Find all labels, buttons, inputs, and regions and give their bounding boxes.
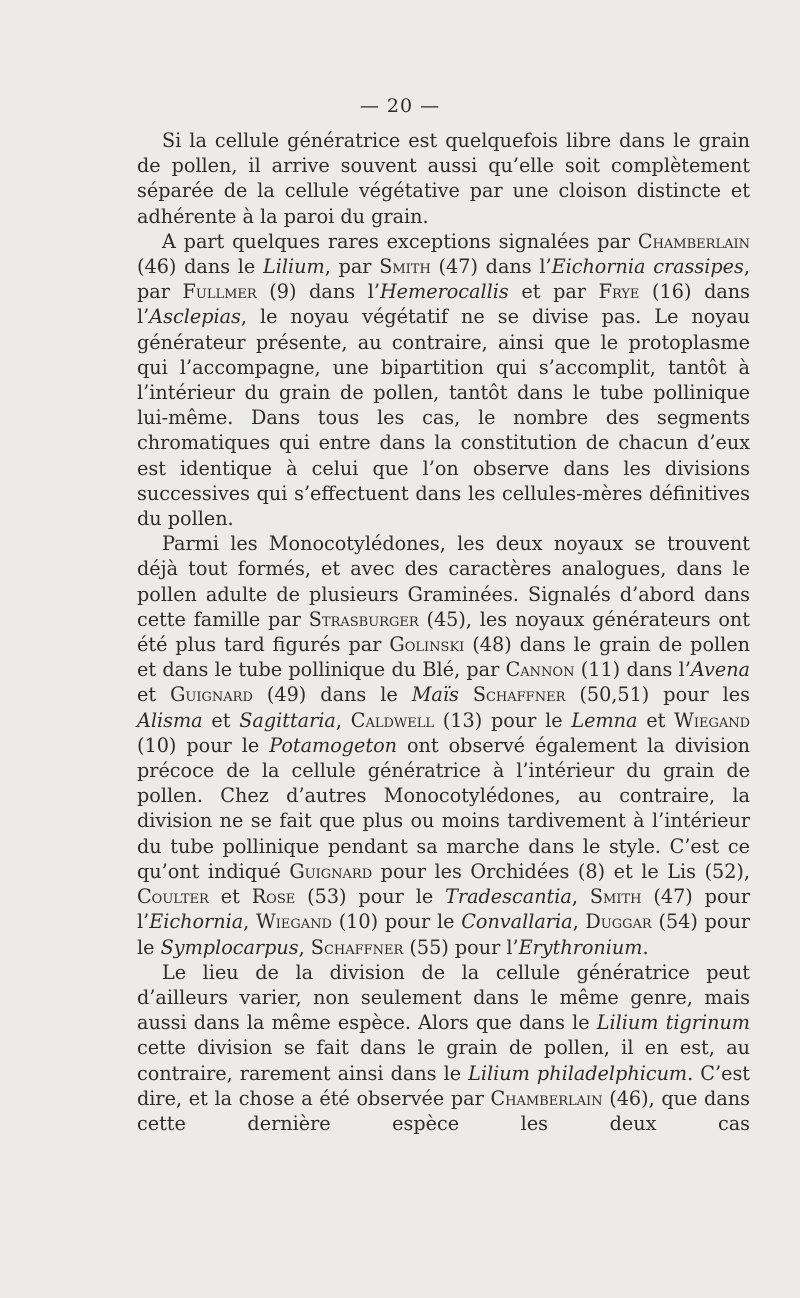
author-name: Cannon bbox=[505, 658, 575, 682]
text-run: (13) pour le bbox=[434, 708, 572, 732]
text-run: et bbox=[637, 708, 675, 732]
paragraph-p1 bbox=[137, 128, 750, 229]
taxon-name: Maïs bbox=[411, 683, 459, 707]
author-name: Chamberlain bbox=[637, 229, 750, 253]
text-run: Parmi les Monocotylédones, les deux noyaux se trouvent déjà tout formés, et avec des caractères analogues, dans le pollen adulte de plusieurs Graminées. Signalés d’abord dans cette famille par bbox=[137, 532, 750, 631]
taxon-name: Eichornia crassipes bbox=[551, 255, 744, 279]
text-run: Si la cellule génératrice est quelquefois libre dans le grain de pollen, il arrive souvent aussi qu’elle soit complètement séparée de la cellule végétative par une cloison distincte et adhérente à la paroi du grain. bbox=[137, 129, 750, 228]
author-name: Schaffner bbox=[472, 683, 566, 707]
author-name: Coulter bbox=[137, 885, 209, 909]
text-run: cette division se fait dans le grain de pollen, il en est, au contraire, rarement ainsi dans le bbox=[137, 1036, 750, 1085]
text-run: et bbox=[208, 885, 252, 909]
author-name: Wiegand bbox=[256, 910, 332, 934]
author-name: Chamberlain bbox=[490, 1086, 603, 1110]
text-run: (9) dans l’ bbox=[256, 280, 380, 304]
text-run: (46) dans le bbox=[137, 255, 264, 279]
author-name: Rose bbox=[251, 885, 296, 909]
taxon-name: Hemerocallis bbox=[379, 280, 509, 304]
text-run: (50,51) pour les bbox=[565, 683, 751, 707]
text-run: et bbox=[202, 708, 240, 732]
text-run: (55) pour l’ bbox=[403, 935, 519, 959]
text-run: Le lieu de la division de la cellule génératrice peut d’ailleurs varier, non seulement dans le même genre, mais aussi dans la même espèce. Alors que dans le bbox=[137, 960, 750, 1035]
text-run: (10) pour le bbox=[331, 910, 462, 934]
text-run: , bbox=[335, 708, 351, 732]
text-run: (11) dans l’ bbox=[574, 658, 691, 682]
text-run: , bbox=[243, 910, 257, 934]
author-name: Smith bbox=[589, 885, 642, 909]
text-run: . C’est dire, et la chose a été observée par bbox=[137, 1061, 750, 1110]
taxon-name: Erythronium bbox=[518, 935, 643, 959]
taxon-name: Potamogeton bbox=[269, 733, 398, 757]
paragraph-p2 bbox=[137, 229, 750, 531]
author-name: Caldwell bbox=[350, 708, 435, 732]
text-run: . bbox=[642, 935, 649, 959]
text-run: pour les Orchidées (8) et le Lis (52), bbox=[372, 859, 751, 883]
text-run: (47) dans l’ bbox=[430, 255, 552, 279]
text-run: , par bbox=[137, 255, 750, 304]
taxon-name: Alisma bbox=[137, 708, 203, 732]
author-name: Smith bbox=[379, 255, 431, 279]
taxon-name: Sagittaria bbox=[239, 708, 336, 732]
author-name: Guignard bbox=[170, 683, 253, 707]
text-run: (54) pour le bbox=[137, 910, 750, 959]
text-run: (10) pour le bbox=[137, 733, 270, 757]
author-name: Guignard bbox=[289, 859, 373, 883]
taxon-name: Lemna bbox=[571, 708, 638, 732]
text-run: (48) dans le grain de pollen et dans le tube pollinique du Blé, par bbox=[137, 633, 750, 682]
taxon-name: Symplocarpus bbox=[160, 935, 299, 959]
author-name: Strasburger bbox=[308, 607, 419, 631]
text-run: A part quelques rares exceptions signalées par bbox=[162, 229, 638, 253]
text-run: et bbox=[137, 683, 171, 707]
page-number-header: — 20 — bbox=[359, 95, 441, 117]
author-name: Duggar bbox=[585, 910, 652, 934]
text-run: , bbox=[298, 935, 311, 959]
text-run: (45), les noyaux générateurs ont été plus tard figurés par bbox=[137, 607, 750, 657]
author-name: Fullmer bbox=[182, 280, 257, 304]
text-run: , le noyau végétatif ne se divise pas. Le noyau générateur présente, au contraire, ainsi que le protoplasme qui l’accompagne, une bipartition qui s’accomplit, tantôt à l’intérieur du grain de pollen, tantôt dans le tube pollinique lui-même. Dans tous les cas, le nombre des segments chromatiques qui entre dans la constitution de chacun d’eux est identique à celui que l’on observe dans les divisions successives qui s’effectuent dans les cellules-mères définitives du pollen. bbox=[137, 305, 750, 531]
text-run: , bbox=[572, 910, 586, 934]
text-run: et par bbox=[508, 280, 599, 304]
taxon-name: Convallaria bbox=[461, 910, 573, 934]
taxon-name: Lilium tigrinum bbox=[596, 1011, 751, 1035]
text-run bbox=[459, 683, 473, 706]
taxon-name: Tradescantia bbox=[445, 885, 572, 909]
taxon-name: Avena bbox=[690, 658, 750, 682]
taxon-name: Lilium bbox=[263, 255, 325, 279]
taxon-name: Asclepias bbox=[149, 305, 241, 329]
text-run: (49) dans le bbox=[252, 683, 412, 707]
text-run: (53) pour le bbox=[295, 885, 446, 909]
text-run: (16) dans l’ bbox=[137, 280, 751, 329]
taxon-name: Eichornia bbox=[149, 910, 244, 934]
text-run: ont observé également la division précoce de la cellule génératrice à l’intérieur du grain de pollen. Chez d’autres Monocotylédones, au contraire, la division ne se fait que plus ou moins tardivement à l’intérieur du tube pollinique pendant sa marche dans le style. C’est ce qu’ont indiqué bbox=[137, 733, 750, 883]
author-name: Frye bbox=[598, 280, 640, 304]
paragraph-p4 bbox=[137, 960, 750, 1136]
author-name: Wiegand bbox=[674, 708, 751, 732]
author-name: Schaffner bbox=[310, 935, 404, 959]
body-text bbox=[137, 128, 750, 1136]
paragraph-p3 bbox=[137, 531, 750, 959]
author-name: Golinski bbox=[389, 633, 465, 657]
text-run: (47) pour l’ bbox=[137, 885, 751, 934]
text-run: , par bbox=[324, 255, 380, 279]
taxon-name: Lilium philadelphicum bbox=[468, 1061, 688, 1085]
text-run: (46), que dans cette dernière espèce les deux cas bbox=[137, 1086, 750, 1135]
text-run: , bbox=[571, 885, 590, 909]
